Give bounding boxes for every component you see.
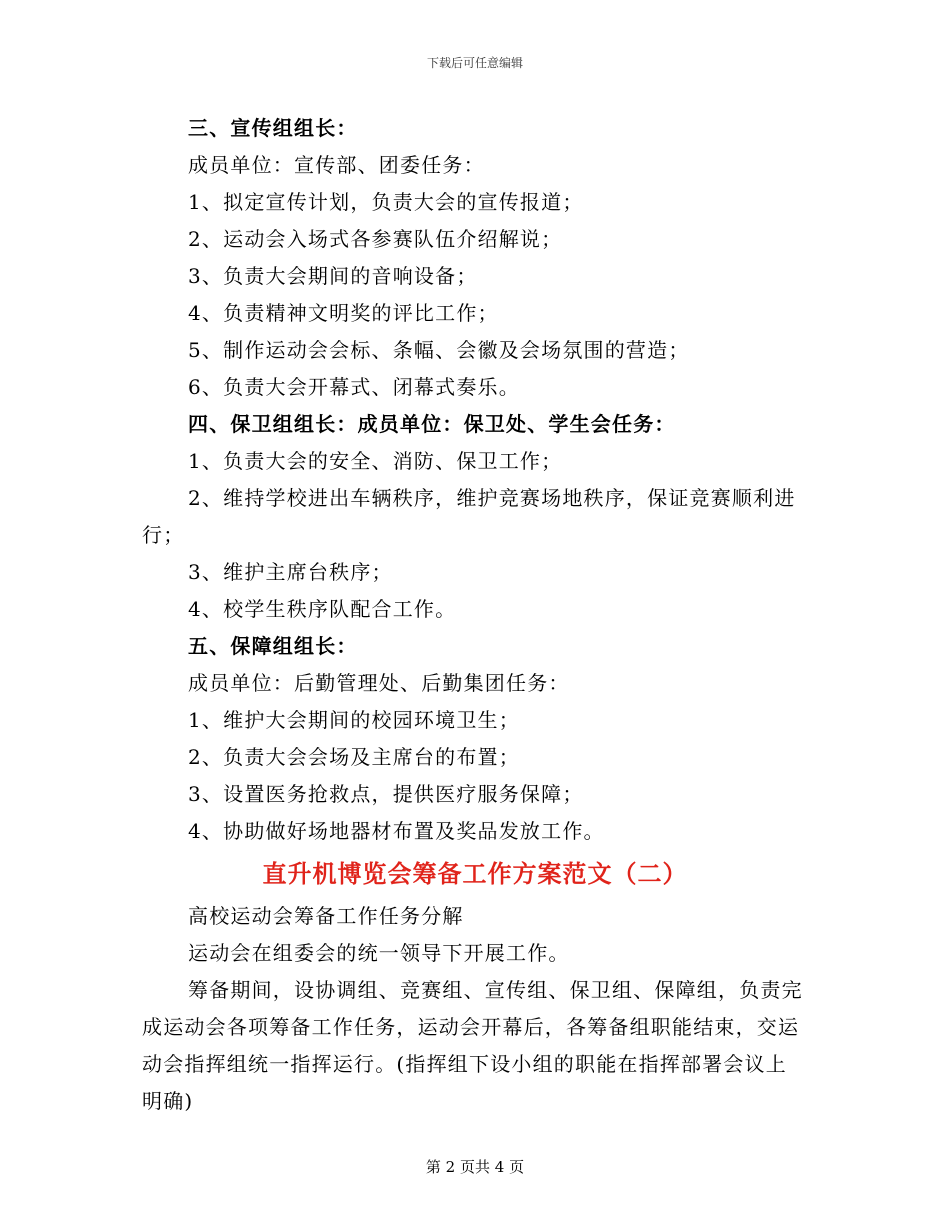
section4-item-4: 4、校学生秩序队配合工作。 [188,597,457,621]
section4-item-2: 2、维持学校进出车辆秩序，维护竞赛场地秩序，保证竞赛顺利进行； [142,486,796,547]
section3-members: 成员单位：宣传部、团委任务： [188,153,485,177]
section4-item-3: 3、维护主席台秩序； [188,560,393,584]
section3-item-6: 6、负责大会开幕式、闭幕式奏乐。 [188,375,520,399]
document-body [142,110,808,1120]
section4-item-1: 1、负责大会的安全、消防、保卫工作； [188,449,563,473]
section4-heading: 四、保卫组组长：成员单位：保卫处、学生会任务： [188,412,676,436]
part2-title: 直升机博览会筹备工作方案范文（二） [262,860,688,888]
section3-item-2: 2、运动会入场式各参赛队伍介绍解说； [188,227,563,251]
page-header-note: 下载后可任意编辑 [426,56,523,70]
part2-line-1: 运动会在组委会的统一领导下开展工作。 [188,941,570,965]
page-number-footer: 第 2 页共 4 页 [425,1158,525,1176]
part2-paragraph: 筹备期间，设协调组、竞赛组、宣传组、保卫组、保障组，负责完成运动会各项筹备工作任务，运动会开幕后，各筹备组职能结束，交运动会指挥组统一指挥运行。(指挥组下设小组的职能在指挥部署会议上明确) [142,978,803,1113]
section3-item-3: 3、负责大会期间的音响设备； [188,264,478,288]
part2-subtitle: 高校运动会筹备工作任务分解 [188,904,464,928]
section5-item-1: 1、维护大会期间的校园环境卫生； [188,708,520,732]
section5-item-4: 4、协助做好场地器材布置及奖品发放工作。 [188,819,605,843]
section5-item-2: 2、负责大会会场及主席台的布置； [188,745,520,769]
section5-item-3: 3、设置医务抢救点，提供医疗服务保障； [188,782,584,806]
section3-item-1: 1、拟定宣传计划，负责大会的宣传报道； [188,190,584,214]
section5-heading: 五、保障组组长： [188,634,358,658]
section5-members: 成员单位：后勤管理处、后勤集团任务： [188,671,570,695]
section3-item-4: 4、负责精神文明奖的评比工作； [188,301,499,325]
section3-item-5: 5、制作运动会会标、条幅、会徽及会场氛围的营造； [188,338,690,362]
section3-heading: 三、宣传组组长： [188,116,358,140]
